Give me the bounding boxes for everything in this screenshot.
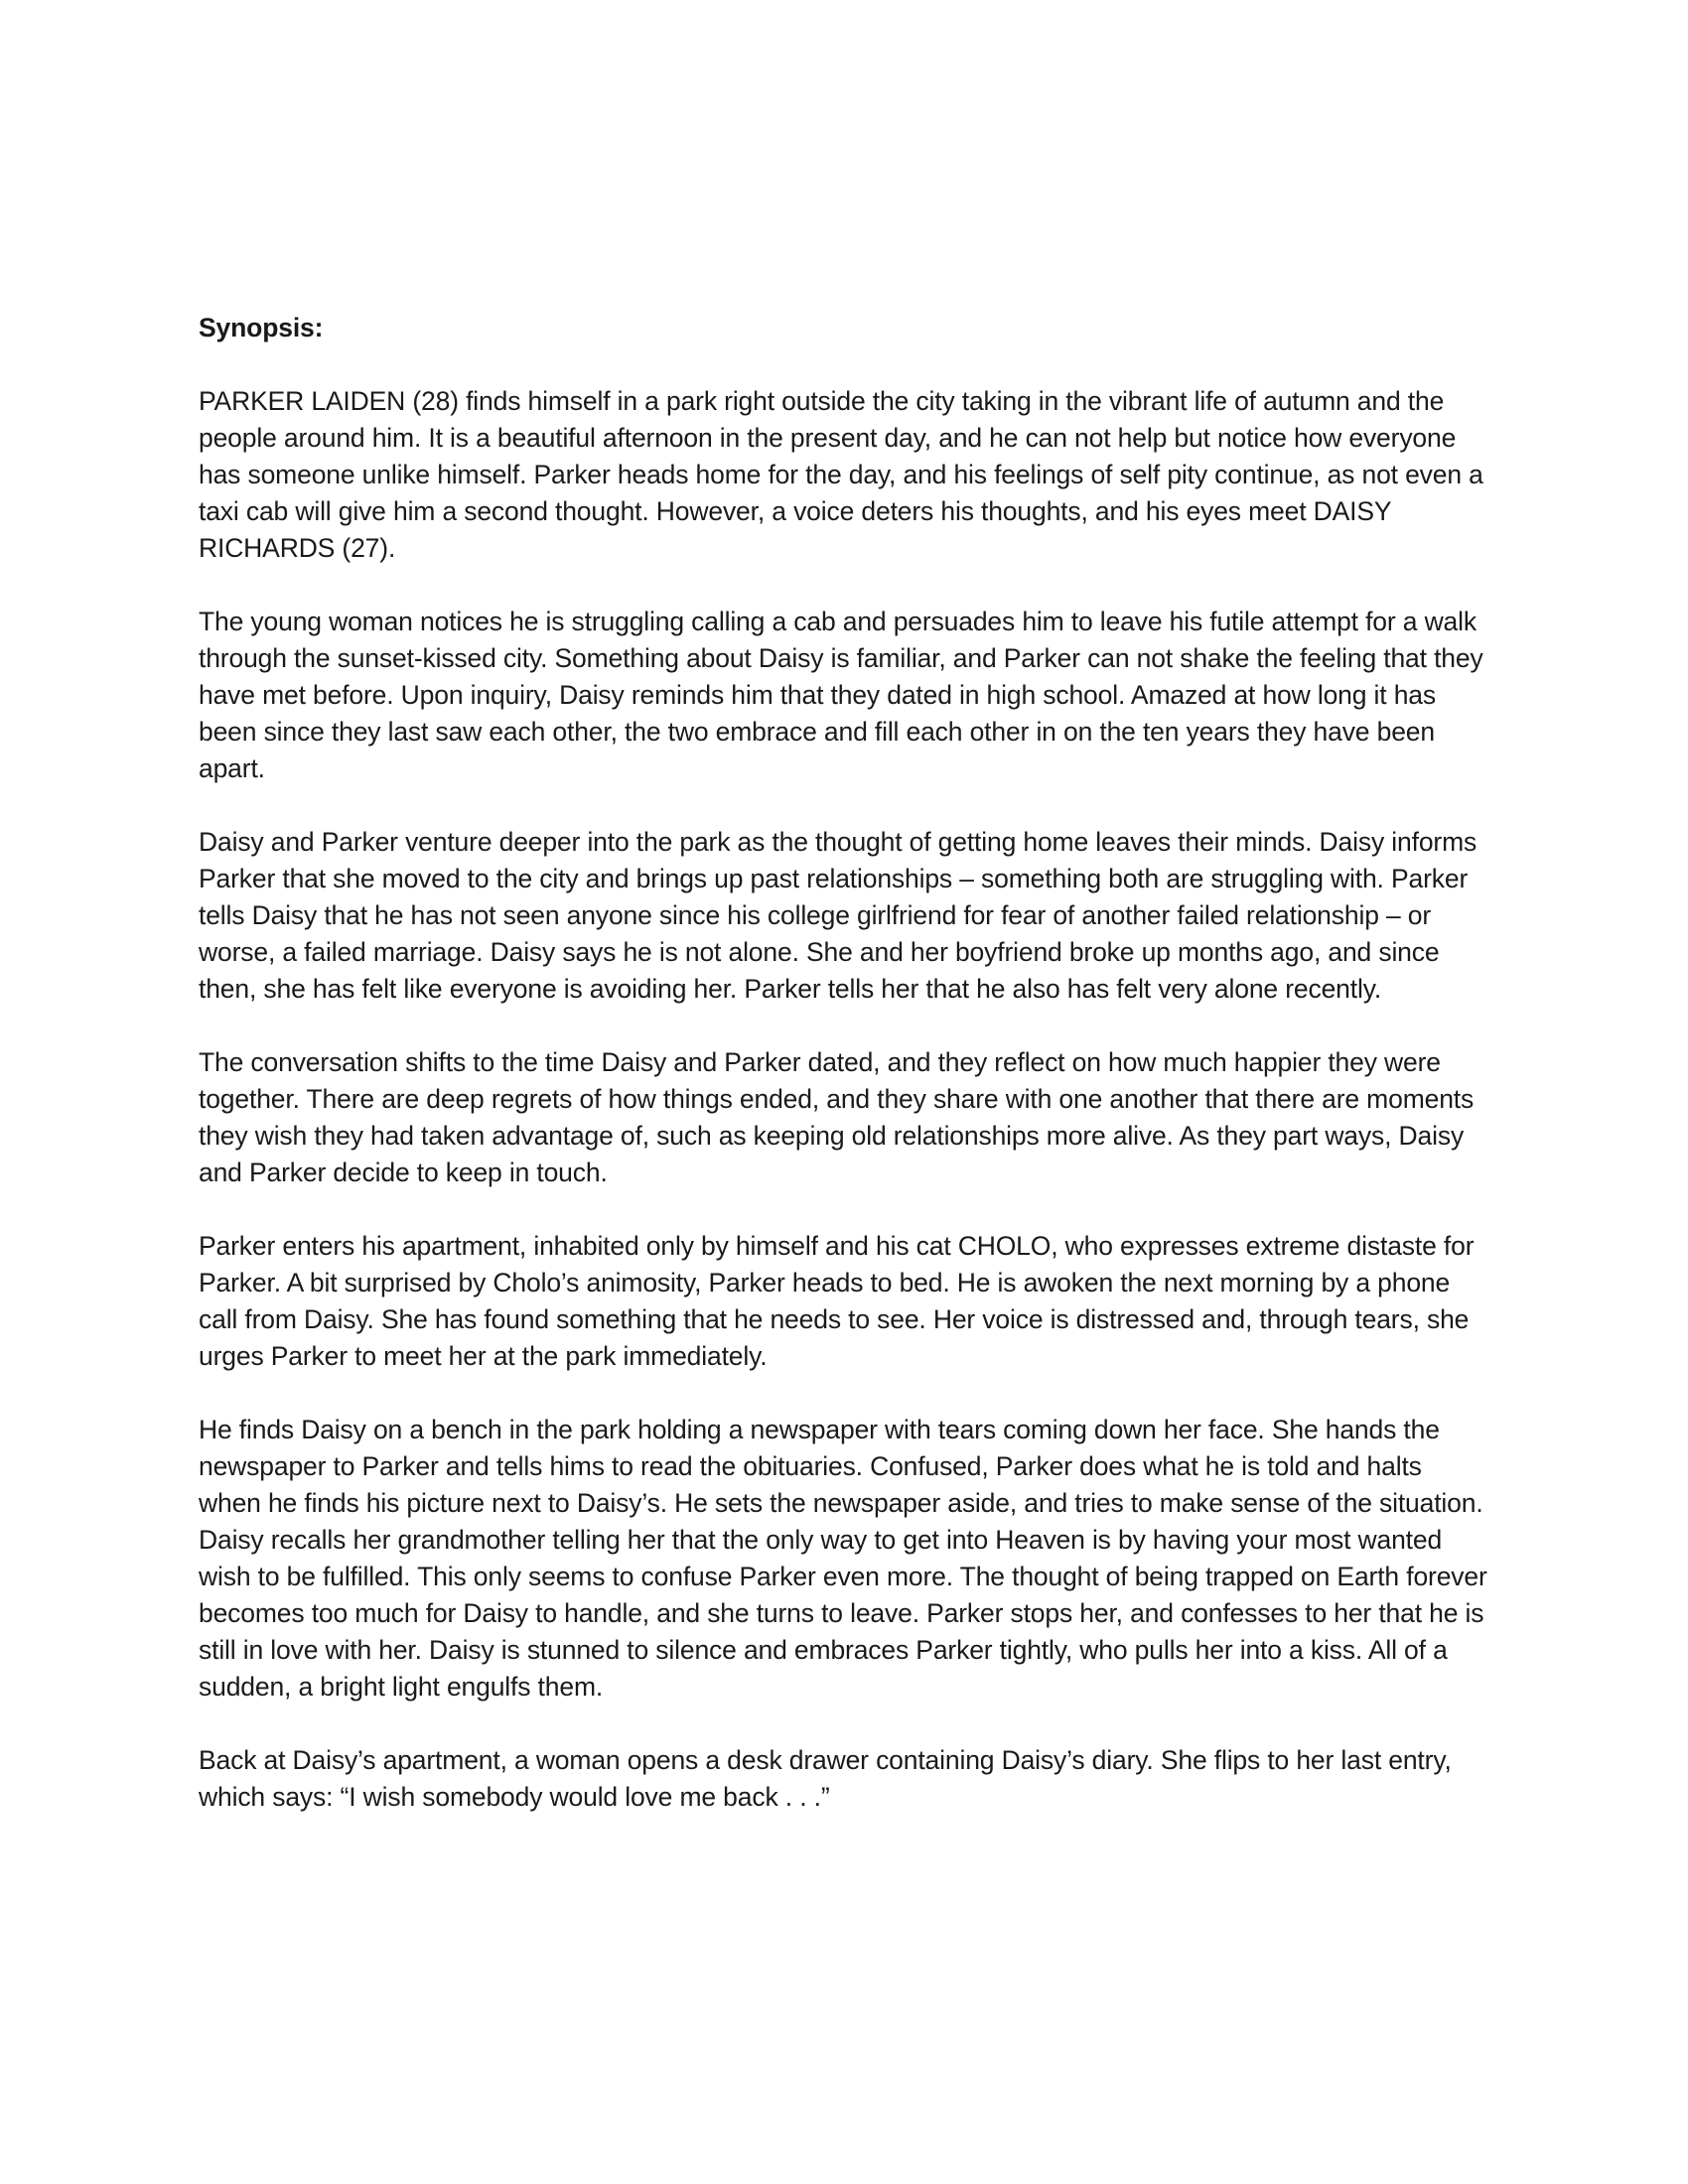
synopsis-paragraph-4: The conversation shifts to the time Daisy and Parker dated, and they reflect on how much happier they were together. There are deep regrets of how things ended, and they share with one another that there are moments they wish they had taken advantage of, such as keeping old relationships more alive. As they part ways, Daisy and Parker decide to keep in touch.: [199, 1047, 1475, 1187]
synopsis-paragraph-7: Back at Daisy’s apartment, a woman opens a desk drawer containing Daisy’s diary. She flips to her last entry, which says: “I wish somebody would love me back . . .”: [199, 1745, 1452, 1812]
synopsis-paragraph-1: PARKER LAIDEN (28) finds himself in a park right outside the city taking in the vibrant life of autumn and the people around him. It is a beautiful afternoon in the present day, and he can not help but notice how everyone has someone unlike himself. Parker heads home for the day, and his feelings of self pity continue, as not even a taxi cab will give him a second thought. However, a voice deters his thoughts, and his eyes meet DAISY RICHARDS (27).: [199, 386, 1483, 563]
synopsis-paragraph-6: He finds Daisy on a bench in the park holding a newspaper with tears coming down her face. She hands the newspaper to Parker and tells hims to read the obituaries. Confused, Parker does what he is told and halts when he finds his picture next to Daisy’s. He sets the newspaper aside, and tries to make sense of the situation. Daisy recalls her grandmother telling her that the only way to get into Heaven is by having your most wanted wish to be fulfilled. This only seems to confuse Parker even more. The thought of being trapped on Earth forever becomes too much for Daisy to handle, and she turns to leave. Parker stops her, and confesses to her that he is still in love with her. Daisy is stunned to silence and embraces Parker tightly, who pulls her into a kiss. All of a sudden, a bright light engulfs them.: [199, 1415, 1487, 1702]
synopsis-paragraph-5: Parker enters his apartment, inhabited only by himself and his cat CHOLO, who expresses extreme distaste for Parker. A bit surprised by Cholo’s animosity, Parker heads to bed. He is awoken the next morning by a phone call from Daisy. She has found something that he needs to see. Her voice is distressed and, through tears, she urges Parker to meet her at the park immediately.: [199, 1231, 1475, 1371]
synopsis-heading: Synopsis:: [199, 313, 324, 342]
synopsis-body: [199, 310, 1489, 1852]
synopsis-paragraph-3: Daisy and Parker venture deeper into the park as the thought of getting home leaves their minds. Daisy informs Parker that she moved to the city and brings up past relationships – something both are struggling with. Parker tells Daisy that he has not seen anyone since his college girlfriend for fear of another failed relationship – or worse, a failed marriage. Daisy says he is not alone. She and her boyfriend broke up months ago, and since then, she has felt like everyone is avoiding her. Parker tells her that he also has felt very alone recently.: [199, 827, 1477, 1004]
synopsis-paragraph-2: The young woman notices he is struggling calling a cab and persuades him to leave his futile attempt for a walk through the sunset-kissed city. Something about Daisy is familiar, and Parker can not shake the feeling that they have met before. Upon inquiry, Daisy reminds him that they dated in high school. Amazed at how long it has been since they last saw each other, the two embrace and fill each other in on the ten years they have been apart.: [199, 607, 1483, 783]
